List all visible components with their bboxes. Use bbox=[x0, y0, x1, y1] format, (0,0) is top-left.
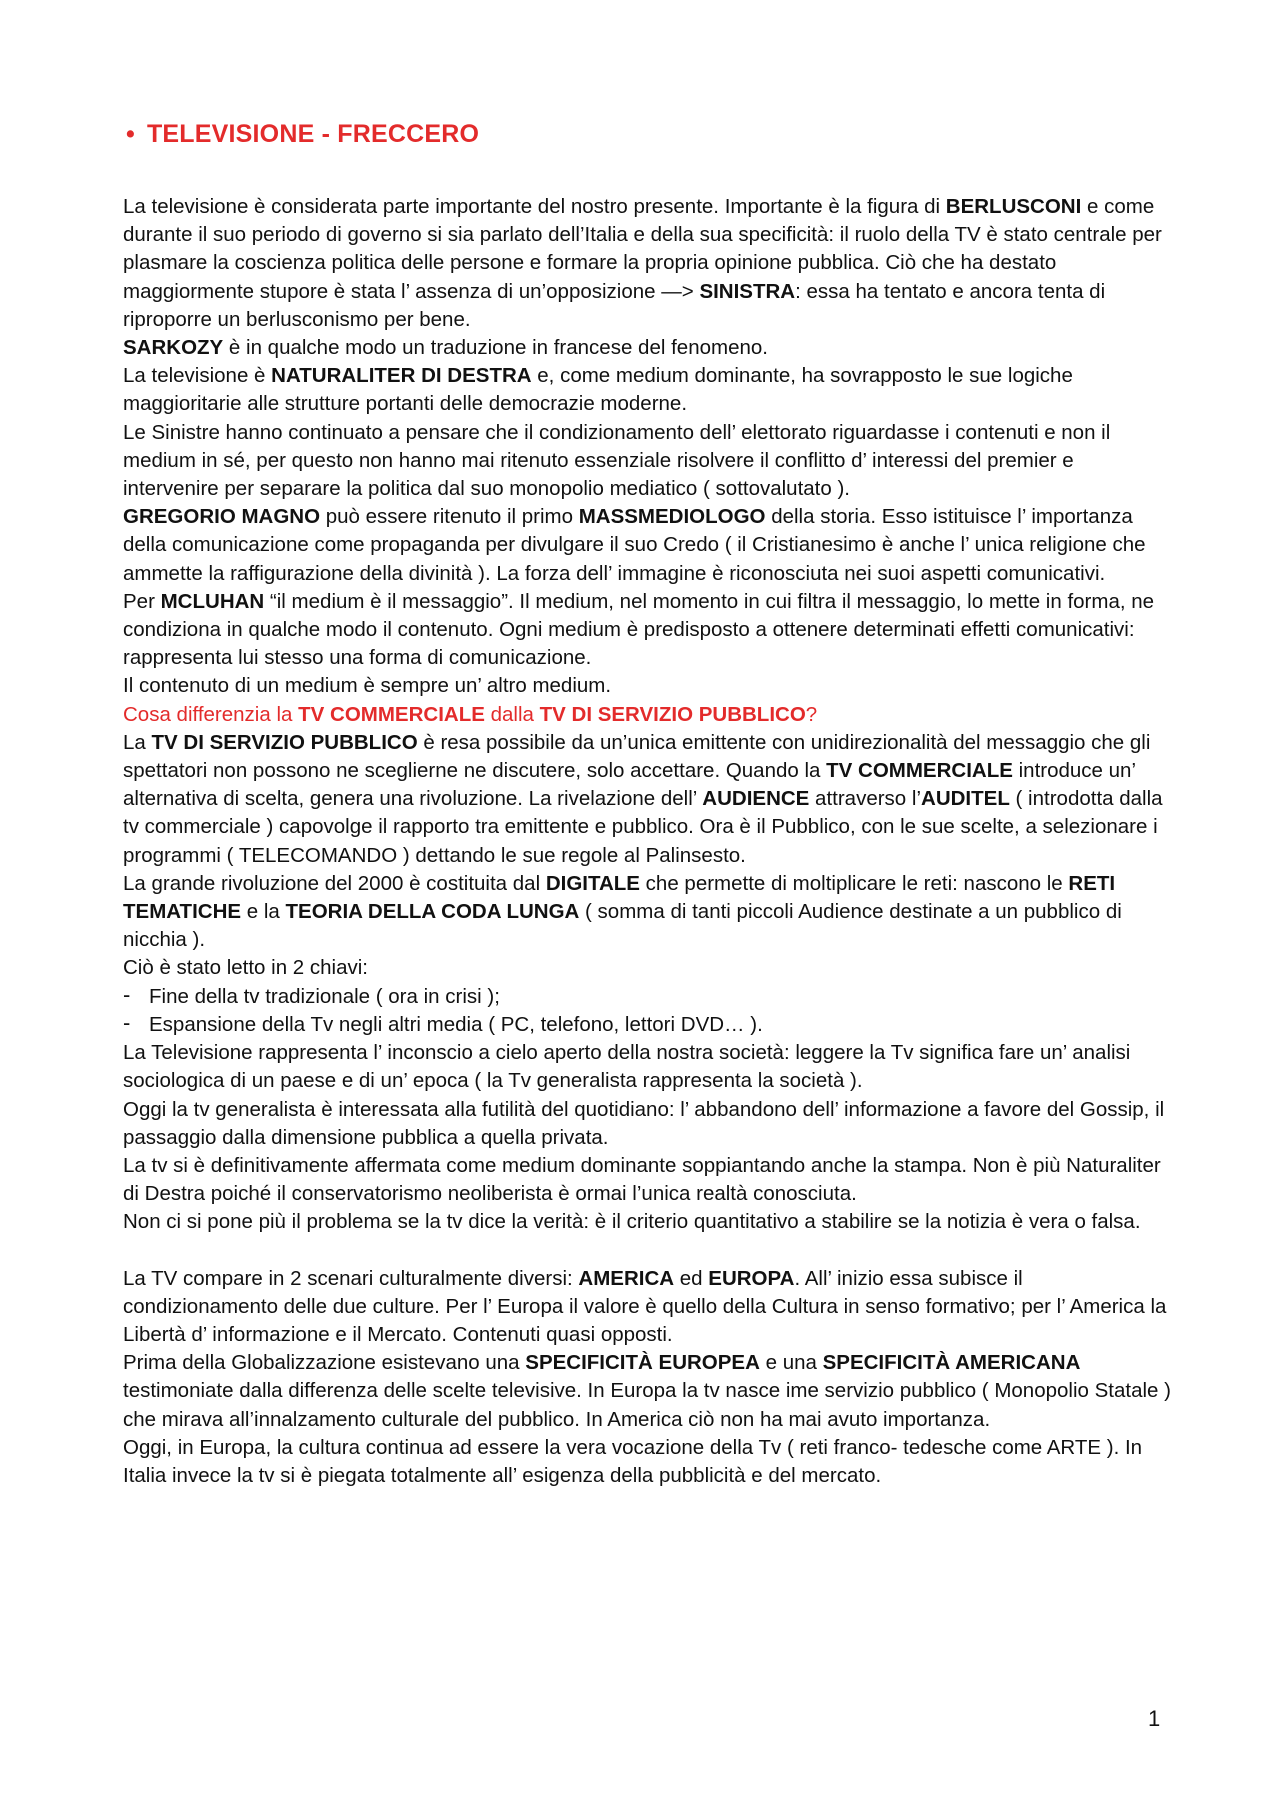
body-text bbox=[123, 193, 1173, 1490]
paragraph-dominante: La tv si è definitivamente affermata come medium dominante soppiantando anche la stampa. Non è più Naturaliter di Destra poiché il conservatorismo neoliberista è ormai l’unica realtà conosciuta. bbox=[123, 1153, 1161, 1206]
paragraph-globalizzazione: Prima della Globalizzazione esistevano una SPECIFICITÀ EUROPEA e una SPECIFICITÀ AMERICANA testimoniate dalla differenza delle scelte televisive. In Europa la tv nasce ime servizio pubblico ( Monopolio Statale ) che mirava all’innalzamento culturale del pubblico. In America ciò non ha mai avuto importanza. bbox=[123, 1351, 1171, 1431]
list-item: - Fine della tv tradizionale ( ora in crisi ); bbox=[123, 983, 1173, 1011]
paragraph-verita: Non ci si pone più il problema se la tv dice la verità: è il criterio quantitativo a stabilire se la notizia è vera o falsa. bbox=[123, 1210, 1141, 1234]
heading-bullet: • bbox=[126, 120, 135, 148]
paragraph-america-europa: La TV compare in 2 scenari culturalmente diversi: AMERICA ed EUROPA. All’ inizio essa subisce il condizionamento delle due culture. Per l’ Europa il valore è quello della Cultura in senso formativo; per l’ America la Libertà d’ informazione e il Mercato. Contenuti quasi opposti. bbox=[123, 1266, 1167, 1346]
heading-title: TELEVISIONE - FRECCERO bbox=[146, 120, 480, 148]
paragraph-digitale: La grande rivoluzione del 2000 è costituita dal DIGITALE che permette di moltiplicare le reti: nascono le RETI TEMATICHE e la TEORIA DELLA CODA LUNGA ( somma di tanti piccoli Audience destinate a un pubblico di nicchia ). bbox=[123, 871, 1122, 952]
paragraph-medium: Il contenuto di un medium è sempre un’ altro medium. bbox=[123, 674, 612, 698]
paragraph-inconscio: La Televisione rappresenta l’ inconscio a cielo aperto della nostra società: leggere la Tv significa fare un’ analisi sociologica di un paese e di un’ epoca ( la Tv generalista rappresenta la società ). bbox=[123, 1041, 1131, 1093]
paragraph-servizio-pubblico: La TV DI SERVIZIO PUBBLICO è resa possibile da un’unica emittente con unidirezionalità del messaggio che gli spettatori non possono ne sceglierne ne discutere, solo accettare. Quando la TV COMMERCIALE introduce un’ alternativa di scelta, genera una rivoluzione. La rivelazione dell’ AUDIENCE attraverso l’AUDITEL ( introdotta dalla tv commerciale ) capovolge il rapporto tra emittente e pubblico. Ora è il Pubblico, con le sue scelte, a selezionare i programmi ( TELECOMANDO ) dettando le sue regole al Palinsesto. bbox=[123, 730, 1163, 867]
paragraph-sarkozy: SARKOZY è in qualche modo un traduzione in francese del fenomeno. bbox=[123, 336, 768, 360]
paragraph-naturaliter: La televisione è NATURALITER DI DESTRA e, come medium dominante, ha sovrapposto le sue logiche maggioritarie alle strutture portanti delle democrazie moderne. bbox=[123, 364, 1073, 416]
section-heading bbox=[126, 120, 479, 149]
paragraph-mcluhan: Per MCLUHAN “il medium è il messaggio”. Il medium, nel momento in cui filtra il messaggio, lo mette in forma, ne condiziona in qualche modo il contenuto. Ogni medium è predisposto a ottenere determinati effetti comunicativi: rappresenta lui stesso una forma di comunicazione. bbox=[123, 589, 1155, 670]
paragraph-gap bbox=[123, 1237, 1173, 1265]
paragraph-generalista: Oggi la tv generalista è interessata alla futilità del quotidiano: l’ abbandono dell’ informazione a favore del Gossip, il passaggio dalla dimensione pubblica a quella privata. bbox=[123, 1097, 1165, 1149]
question-line: Cosa differenzia la TV COMMERCIALE dalla TV DI SERVIZIO PUBBLICO? bbox=[123, 702, 818, 726]
paragraph-gregorio-magno: GREGORIO MAGNO può essere ritenuto il primo MASSMEDIOLOGO della storia. Esso istituisce l’ importanza della comunicazione come propaganda per divulgare il suo Credo ( il Cristianesimo è anche l’ unica religione che ammette la raffigurazione della divinità ). La forza dell’ immagine è riconosciuta nei suoi aspetti comunicativi. bbox=[123, 505, 1146, 585]
paragraph-sinistre: Le Sinistre hanno continuato a pensare che il condizionamento dell’ elettorato riguardasse i contenuti e non il medium in sé, per questo non hanno mai ritenuto essenziale risolvere il conflitto d’ interessi del premier e intervenire per separare la politica dal suo monopolio mediatico ( sottovalutato ). bbox=[123, 420, 1111, 501]
paragraph-oggi-europa: Oggi, in Europa, la cultura continua ad essere la vera vocazione della Tv ( reti franco- tedesche come ARTE ). In Italia invece la tv si è piegata totalmente all’ esigenza della pubblicità e del mercato. bbox=[123, 1435, 1143, 1487]
paragraph-chiavi: Ciò è stato letto in 2 chiavi: bbox=[123, 956, 368, 980]
paragraph-berlusconi: La televisione è considerata parte importante del nostro presente. Importante è la figura di BERLUSCONI e come durante il suo periodo di governo si sia parlato dell’Italia e della sua specificità: il ruolo della TV è stato centrale per plasmare la coscienza politica delle persone e formare la propria opinione pubblica. Ciò che ha destato maggiormente stupore è stata l’ assenza di un’opposizione —> SINISTRA: essa ha tentato e ancora tenta di riproporre un berlusconismo per bene. bbox=[123, 195, 1162, 331]
list-item: - Espansione della Tv negli altri media ( PC, telefono, lettori DVD… ). bbox=[123, 1011, 1173, 1039]
page-number: 1 bbox=[1148, 1706, 1161, 1731]
